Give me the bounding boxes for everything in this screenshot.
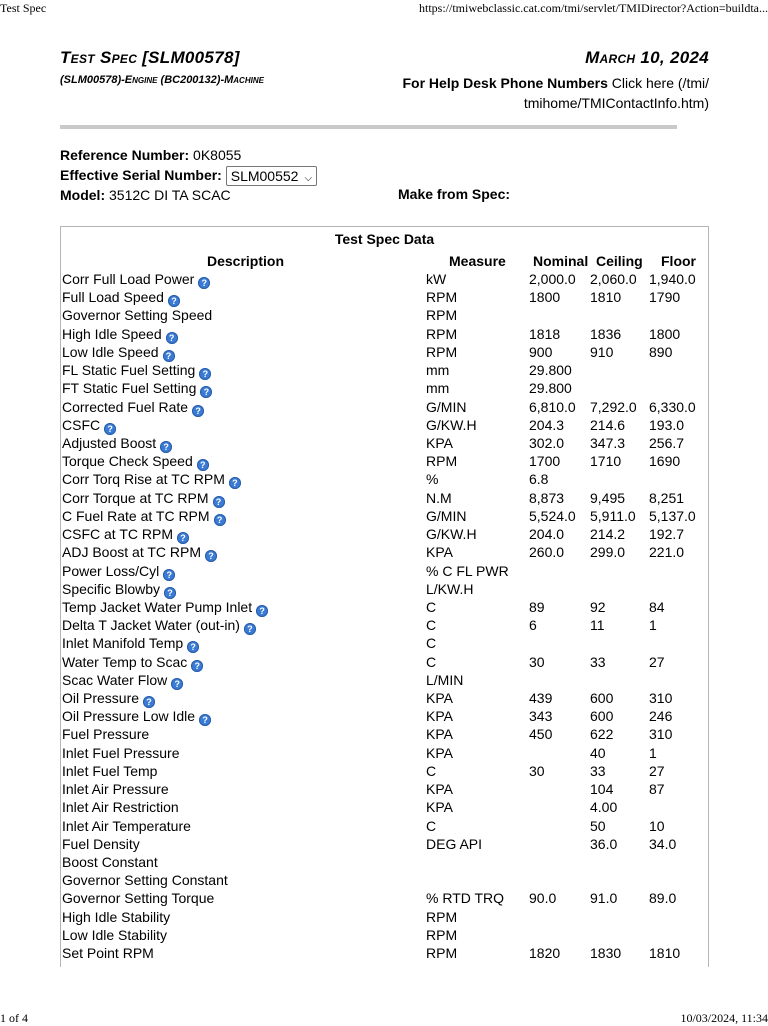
table-row xyxy=(61,817,708,835)
cell-description: Fuel Density xyxy=(62,835,140,852)
table-row xyxy=(61,270,708,288)
print-page-title: Test Spec xyxy=(0,1,47,15)
cell-measure: RPM xyxy=(426,945,458,962)
cell-floor: 890 xyxy=(649,343,673,360)
table-row xyxy=(61,416,708,434)
cell-ceiling: 622 xyxy=(590,726,614,743)
print-datetime: 10/03/2024, 11:34 xyxy=(680,1011,768,1025)
cell-floor: 87 xyxy=(649,781,665,798)
cell-description: Adjusted Boost ? xyxy=(62,434,172,453)
cell-floor: 192.7 xyxy=(649,526,685,543)
table-row xyxy=(61,744,708,762)
cell-description: ADJ Boost at TC RPM ? xyxy=(62,543,217,562)
help-desk-text xyxy=(402,73,709,113)
model-value: 3512C DI TA SCAC xyxy=(109,187,231,203)
cell-measure: RPM xyxy=(426,307,458,324)
cell-description: Corr Full Load Power ? xyxy=(62,270,210,289)
cell-measure: RPM xyxy=(426,908,458,925)
table-row xyxy=(61,634,708,652)
table-row xyxy=(61,707,708,725)
cell-nominal: 90.0 xyxy=(529,890,557,907)
cell-ceiling: 11 xyxy=(590,617,605,634)
cell-nominal: 8,873 xyxy=(529,489,565,506)
cell-description: Torque Check Speed ? xyxy=(62,452,209,471)
cell-nominal: 6,810.0 xyxy=(529,398,576,415)
cell-floor: 1690 xyxy=(649,453,681,470)
cell-measure: C xyxy=(426,653,437,670)
table-row xyxy=(61,361,708,379)
cell-ceiling: 1710 xyxy=(590,453,622,470)
table-row xyxy=(61,507,708,525)
table-row xyxy=(61,580,708,598)
cell-description: Corr Torque at TC RPM ? xyxy=(62,489,225,508)
help-icon[interactable]: ? xyxy=(168,295,180,307)
cell-ceiling: 40 xyxy=(590,744,606,761)
chevron-down-icon: ⌵ xyxy=(304,173,313,185)
cell-ceiling: 33 xyxy=(590,762,606,779)
cell-measure: mm xyxy=(426,362,450,379)
serial-label: Effective Serial Number: xyxy=(60,167,222,183)
table-row xyxy=(61,398,708,416)
print-page-number: 1 of 4 xyxy=(0,1011,28,1025)
help-icon[interactable]: ? xyxy=(197,459,209,471)
cell-ceiling: 600 xyxy=(590,708,614,725)
table-row xyxy=(61,452,708,470)
reference-label: Reference Number: xyxy=(60,147,190,163)
cell-measure: C xyxy=(426,762,437,779)
help-icon[interactable]: ? xyxy=(205,550,217,562)
help-icon[interactable]: ? xyxy=(213,496,225,508)
help-desk-label: For Help Desk Phone Numbers xyxy=(402,75,608,91)
cell-description: Delta T Jacket Water (out-in) ? xyxy=(62,616,256,635)
cell-description: Governor Setting Speed xyxy=(62,307,213,324)
cell-measure: KPA xyxy=(426,690,453,707)
cell-floor: 1800 xyxy=(649,325,681,342)
cell-description: Specific Blowby ? xyxy=(62,580,176,599)
cell-measure: KPA xyxy=(426,434,453,451)
cell-floor: 193.0 xyxy=(649,416,685,433)
model-row xyxy=(60,186,317,206)
cell-ceiling: 214.2 xyxy=(590,526,626,543)
cell-ceiling: 214.6 xyxy=(590,416,626,433)
cell-floor: 27 xyxy=(649,653,665,670)
cell-description: Scac Water Flow ? xyxy=(62,671,183,690)
cell-description: Power Loss/Cyl ? xyxy=(62,562,175,581)
help-icon[interactable]: ? xyxy=(171,678,183,690)
page-subtitle: (SLM00578)-Engine (BC200132)-Machine xyxy=(60,74,264,86)
table-row xyxy=(61,325,708,343)
help-icon[interactable]: ? xyxy=(166,332,178,344)
cell-nominal: 6.8 xyxy=(529,471,549,488)
cell-description: C Fuel Rate at TC RPM ? xyxy=(62,507,226,526)
cell-ceiling: 33 xyxy=(590,653,606,670)
cell-description: Oil Pressure ? xyxy=(62,689,155,708)
doc-title-block xyxy=(60,48,264,86)
cell-nominal: 1818 xyxy=(529,325,561,342)
cell-nominal: 6 xyxy=(529,617,537,634)
cell-floor: 1790 xyxy=(649,289,681,306)
cell-floor: 10 xyxy=(649,817,665,834)
cell-ceiling: 299.0 xyxy=(590,544,626,561)
help-icon[interactable]: ? xyxy=(256,605,268,617)
cell-measure: mm xyxy=(426,380,450,397)
table-row xyxy=(61,944,708,962)
cell-measure: % C FL PWR xyxy=(426,562,509,579)
table-row xyxy=(61,853,708,871)
table-row xyxy=(61,343,708,361)
cell-floor: 256.7 xyxy=(649,434,685,451)
table-row xyxy=(61,835,708,853)
cell-floor: 34.0 xyxy=(649,835,677,852)
table-row xyxy=(61,525,708,543)
help-icon[interactable]: ? xyxy=(160,441,172,453)
help-icon[interactable]: ? xyxy=(143,696,155,708)
cell-floor: 27 xyxy=(649,762,665,779)
help-icon[interactable]: ? xyxy=(229,477,241,489)
cell-description: Inlet Fuel Pressure xyxy=(62,744,180,761)
spec-info xyxy=(60,146,317,206)
cell-measure: G/MIN xyxy=(426,398,467,415)
cell-measure: RPM xyxy=(426,343,458,360)
serial-number-select[interactable]: SLM00552 ⌵ xyxy=(226,166,317,186)
table-row xyxy=(61,470,708,488)
cell-measure: KPA xyxy=(426,726,453,743)
header-measure: Measure xyxy=(449,253,506,269)
cell-floor: 310 xyxy=(649,690,673,707)
cell-nominal: 29.800 xyxy=(529,380,572,397)
cell-nominal: 1800 xyxy=(529,289,561,306)
table-row xyxy=(61,762,708,780)
cell-description: Inlet Air Pressure xyxy=(62,781,169,798)
help-icon[interactable]: ? xyxy=(164,587,176,599)
cell-measure: L/MIN xyxy=(426,671,464,688)
cell-floor: 84 xyxy=(649,598,665,615)
help-icon[interactable]: ? xyxy=(191,660,203,672)
cell-measure: N.M xyxy=(426,489,452,506)
cell-nominal: 343 xyxy=(529,708,553,725)
make-from-spec-label: Make from Spec: xyxy=(398,186,511,202)
help-icon[interactable]: ? xyxy=(104,423,116,435)
cell-nominal: 260.0 xyxy=(529,544,565,561)
cell-description: Fuel Pressure xyxy=(62,726,150,743)
print-url: https://tmiwebclassic.cat.com/tmi/servlet/TMIDirector?Action=buildta... xyxy=(418,1,768,15)
cell-floor: 310 xyxy=(649,726,673,743)
cell-measure: KPA xyxy=(426,781,453,798)
table-row xyxy=(61,598,708,616)
cell-measure: C xyxy=(426,598,437,615)
cell-nominal: 900 xyxy=(529,343,553,360)
cell-description: FL Static Fuel Setting ? xyxy=(62,361,211,380)
cell-description: CSFC at TC RPM ? xyxy=(62,525,189,544)
cell-floor: 6,330.0 xyxy=(649,398,696,415)
table-row xyxy=(61,725,708,743)
cell-description: Governor Setting Torque xyxy=(62,890,215,907)
help-icon[interactable]: ? xyxy=(163,569,175,581)
print-footer xyxy=(0,1010,768,1024)
cell-ceiling: 104 xyxy=(590,781,614,798)
table-row xyxy=(61,871,708,889)
table-row xyxy=(61,671,708,689)
cell-ceiling: 910 xyxy=(590,343,614,360)
help-icon[interactable]: ? xyxy=(200,386,212,398)
header-divider xyxy=(60,125,677,129)
table-row xyxy=(61,562,708,580)
cell-ceiling: 600 xyxy=(590,690,614,707)
help-icon[interactable]: ? xyxy=(192,405,204,417)
cell-measure: % RTD TRQ xyxy=(426,890,505,907)
cell-description: CSFC ? xyxy=(62,416,116,435)
cell-nominal: 2,000.0 xyxy=(529,271,576,287)
cell-floor: 1810 xyxy=(649,945,681,962)
reference-value: 0K8055 xyxy=(193,147,242,163)
cell-description: Temp Jacket Water Pump Inlet ? xyxy=(62,598,268,617)
cell-measure: % xyxy=(426,471,439,488)
cell-measure: DEG API xyxy=(426,835,483,852)
help-icon[interactable]: ? xyxy=(163,350,175,362)
header-description: Description xyxy=(207,253,285,269)
cell-nominal: 302.0 xyxy=(529,434,565,451)
cell-ceiling: 1836 xyxy=(590,325,622,342)
cell-measure: G/KW.H xyxy=(426,526,477,543)
cell-measure: L/KW.H xyxy=(426,580,474,597)
cell-description: Inlet Air Restriction xyxy=(62,799,179,816)
cell-measure: kW xyxy=(426,271,447,287)
help-icon[interactable]: ? xyxy=(177,532,189,544)
table-row xyxy=(61,780,708,798)
cell-description: High Idle Speed ? xyxy=(62,325,178,344)
model-label: Model: xyxy=(60,187,106,203)
reference-row xyxy=(60,146,317,166)
table-header-row xyxy=(61,253,708,271)
table-row xyxy=(61,653,708,671)
table-row xyxy=(61,798,708,816)
table-row xyxy=(61,616,708,634)
help-icon[interactable]: ? xyxy=(244,623,256,635)
cell-description: Oil Pressure Low Idle ? xyxy=(62,707,211,726)
help-desk-link[interactable]: Click here (/tmi/ tmihome/TMIContactInfo.htm) xyxy=(523,75,709,111)
cell-nominal: 29.800 xyxy=(529,362,572,379)
print-header xyxy=(0,0,768,16)
cell-floor: 1 xyxy=(649,617,657,634)
cell-nominal: 89 xyxy=(529,598,545,615)
help-icon[interactable]: ? xyxy=(214,514,226,526)
help-icon[interactable]: ? xyxy=(199,714,211,726)
table-row xyxy=(61,434,708,452)
cell-ceiling: 2,060.0 xyxy=(590,271,637,287)
cell-floor: 1 xyxy=(649,744,657,761)
cell-ceiling: 4.00 xyxy=(590,799,618,816)
doc-date-block xyxy=(402,48,709,113)
cell-ceiling: 50 xyxy=(590,817,606,834)
cell-nominal: 204.3 xyxy=(529,416,565,433)
cell-floor: 5,137.0 xyxy=(649,507,696,524)
cell-nominal: 30 xyxy=(529,653,545,670)
cell-measure: RPM xyxy=(426,325,458,342)
cell-description: Governor Setting Constant xyxy=(62,872,228,889)
cell-ceiling: 9,495 xyxy=(590,489,626,506)
cell-ceiling: 92 xyxy=(590,598,606,615)
cell-nominal: 5,524.0 xyxy=(529,507,576,524)
cell-measure: KPA xyxy=(426,799,453,816)
table-row xyxy=(61,889,708,907)
cell-ceiling: 347.3 xyxy=(590,434,626,451)
cell-description: Boost Constant xyxy=(62,854,158,870)
cell-nominal: 30 xyxy=(529,762,545,779)
cell-measure: RPM xyxy=(426,926,458,943)
cell-measure: C xyxy=(426,635,437,652)
cell-measure: C xyxy=(426,617,437,634)
cell-measure: KPA xyxy=(426,544,453,561)
cell-description: Low Idle Speed ? xyxy=(62,343,175,362)
header-floor: Floor xyxy=(661,253,696,269)
help-icon[interactable]: ? xyxy=(187,641,199,653)
cell-measure: G/MIN xyxy=(426,507,467,524)
cell-measure: G/KW.H xyxy=(426,416,477,433)
table-caption: Test Spec Data xyxy=(334,231,435,247)
cell-description: Full Load Speed ? xyxy=(62,288,180,307)
table-row xyxy=(61,288,708,306)
cell-description: High Idle Stability xyxy=(62,908,171,925)
cell-ceiling: 1830 xyxy=(590,945,622,962)
cell-measure: RPM xyxy=(426,289,458,306)
cell-nominal: 1820 xyxy=(529,945,561,962)
cell-ceiling: 5,911.0 xyxy=(590,507,636,524)
header-nominal: Nominal xyxy=(533,253,589,269)
table-row xyxy=(61,543,708,561)
cell-measure: RPM xyxy=(426,453,458,470)
cell-measure: KPA xyxy=(426,708,453,725)
cell-nominal: 450 xyxy=(529,726,553,743)
table-row xyxy=(61,908,708,926)
table-row xyxy=(61,689,708,707)
cell-description: Low Idle Stability xyxy=(62,926,168,943)
cell-ceiling: 91.0 xyxy=(590,890,618,907)
cell-description: Inlet Fuel Temp xyxy=(62,762,158,779)
cell-ceiling: 7,292.0 xyxy=(590,398,637,415)
cell-description: Corr Torq Rise at TC RPM ? xyxy=(62,470,241,489)
cell-ceiling: 36.0 xyxy=(590,835,618,852)
cell-measure: KPA xyxy=(426,744,453,761)
serial-row xyxy=(60,166,317,186)
cell-description: Water Temp to Scac ? xyxy=(62,653,203,672)
help-icon[interactable]: ? xyxy=(199,368,211,380)
page-title: Test Spec [SLM00578] xyxy=(60,48,240,67)
cell-nominal: 204.0 xyxy=(529,526,565,543)
cell-floor: 8,251 xyxy=(649,489,685,506)
cell-nominal: 1700 xyxy=(529,453,561,470)
cell-description: Inlet Air Temperature xyxy=(62,817,191,834)
cell-nominal: 439 xyxy=(529,690,553,707)
cell-description: FT Static Fuel Setting ? xyxy=(62,379,212,398)
cell-measure: C xyxy=(426,817,437,834)
table-row xyxy=(61,926,708,944)
table-body xyxy=(61,270,708,962)
cell-ceiling: 1810 xyxy=(590,289,622,306)
cell-floor: 221.0 xyxy=(649,544,685,561)
table-row xyxy=(61,379,708,397)
cell-floor: 246 xyxy=(649,708,673,725)
cell-floor: 1,940.0 xyxy=(649,271,696,287)
cell-floor: 89.0 xyxy=(649,890,677,907)
table-row xyxy=(61,306,708,324)
cell-description: Corrected Fuel Rate ? xyxy=(62,398,204,417)
cell-description: Set Point RPM xyxy=(62,945,154,962)
header-ceiling: Ceiling xyxy=(596,253,643,269)
table-row xyxy=(61,489,708,507)
doc-date: March 10, 2024 xyxy=(585,48,709,67)
cell-description: Inlet Manifold Temp ? xyxy=(62,634,199,653)
test-spec-table xyxy=(60,226,709,967)
help-icon[interactable]: ? xyxy=(198,277,210,289)
